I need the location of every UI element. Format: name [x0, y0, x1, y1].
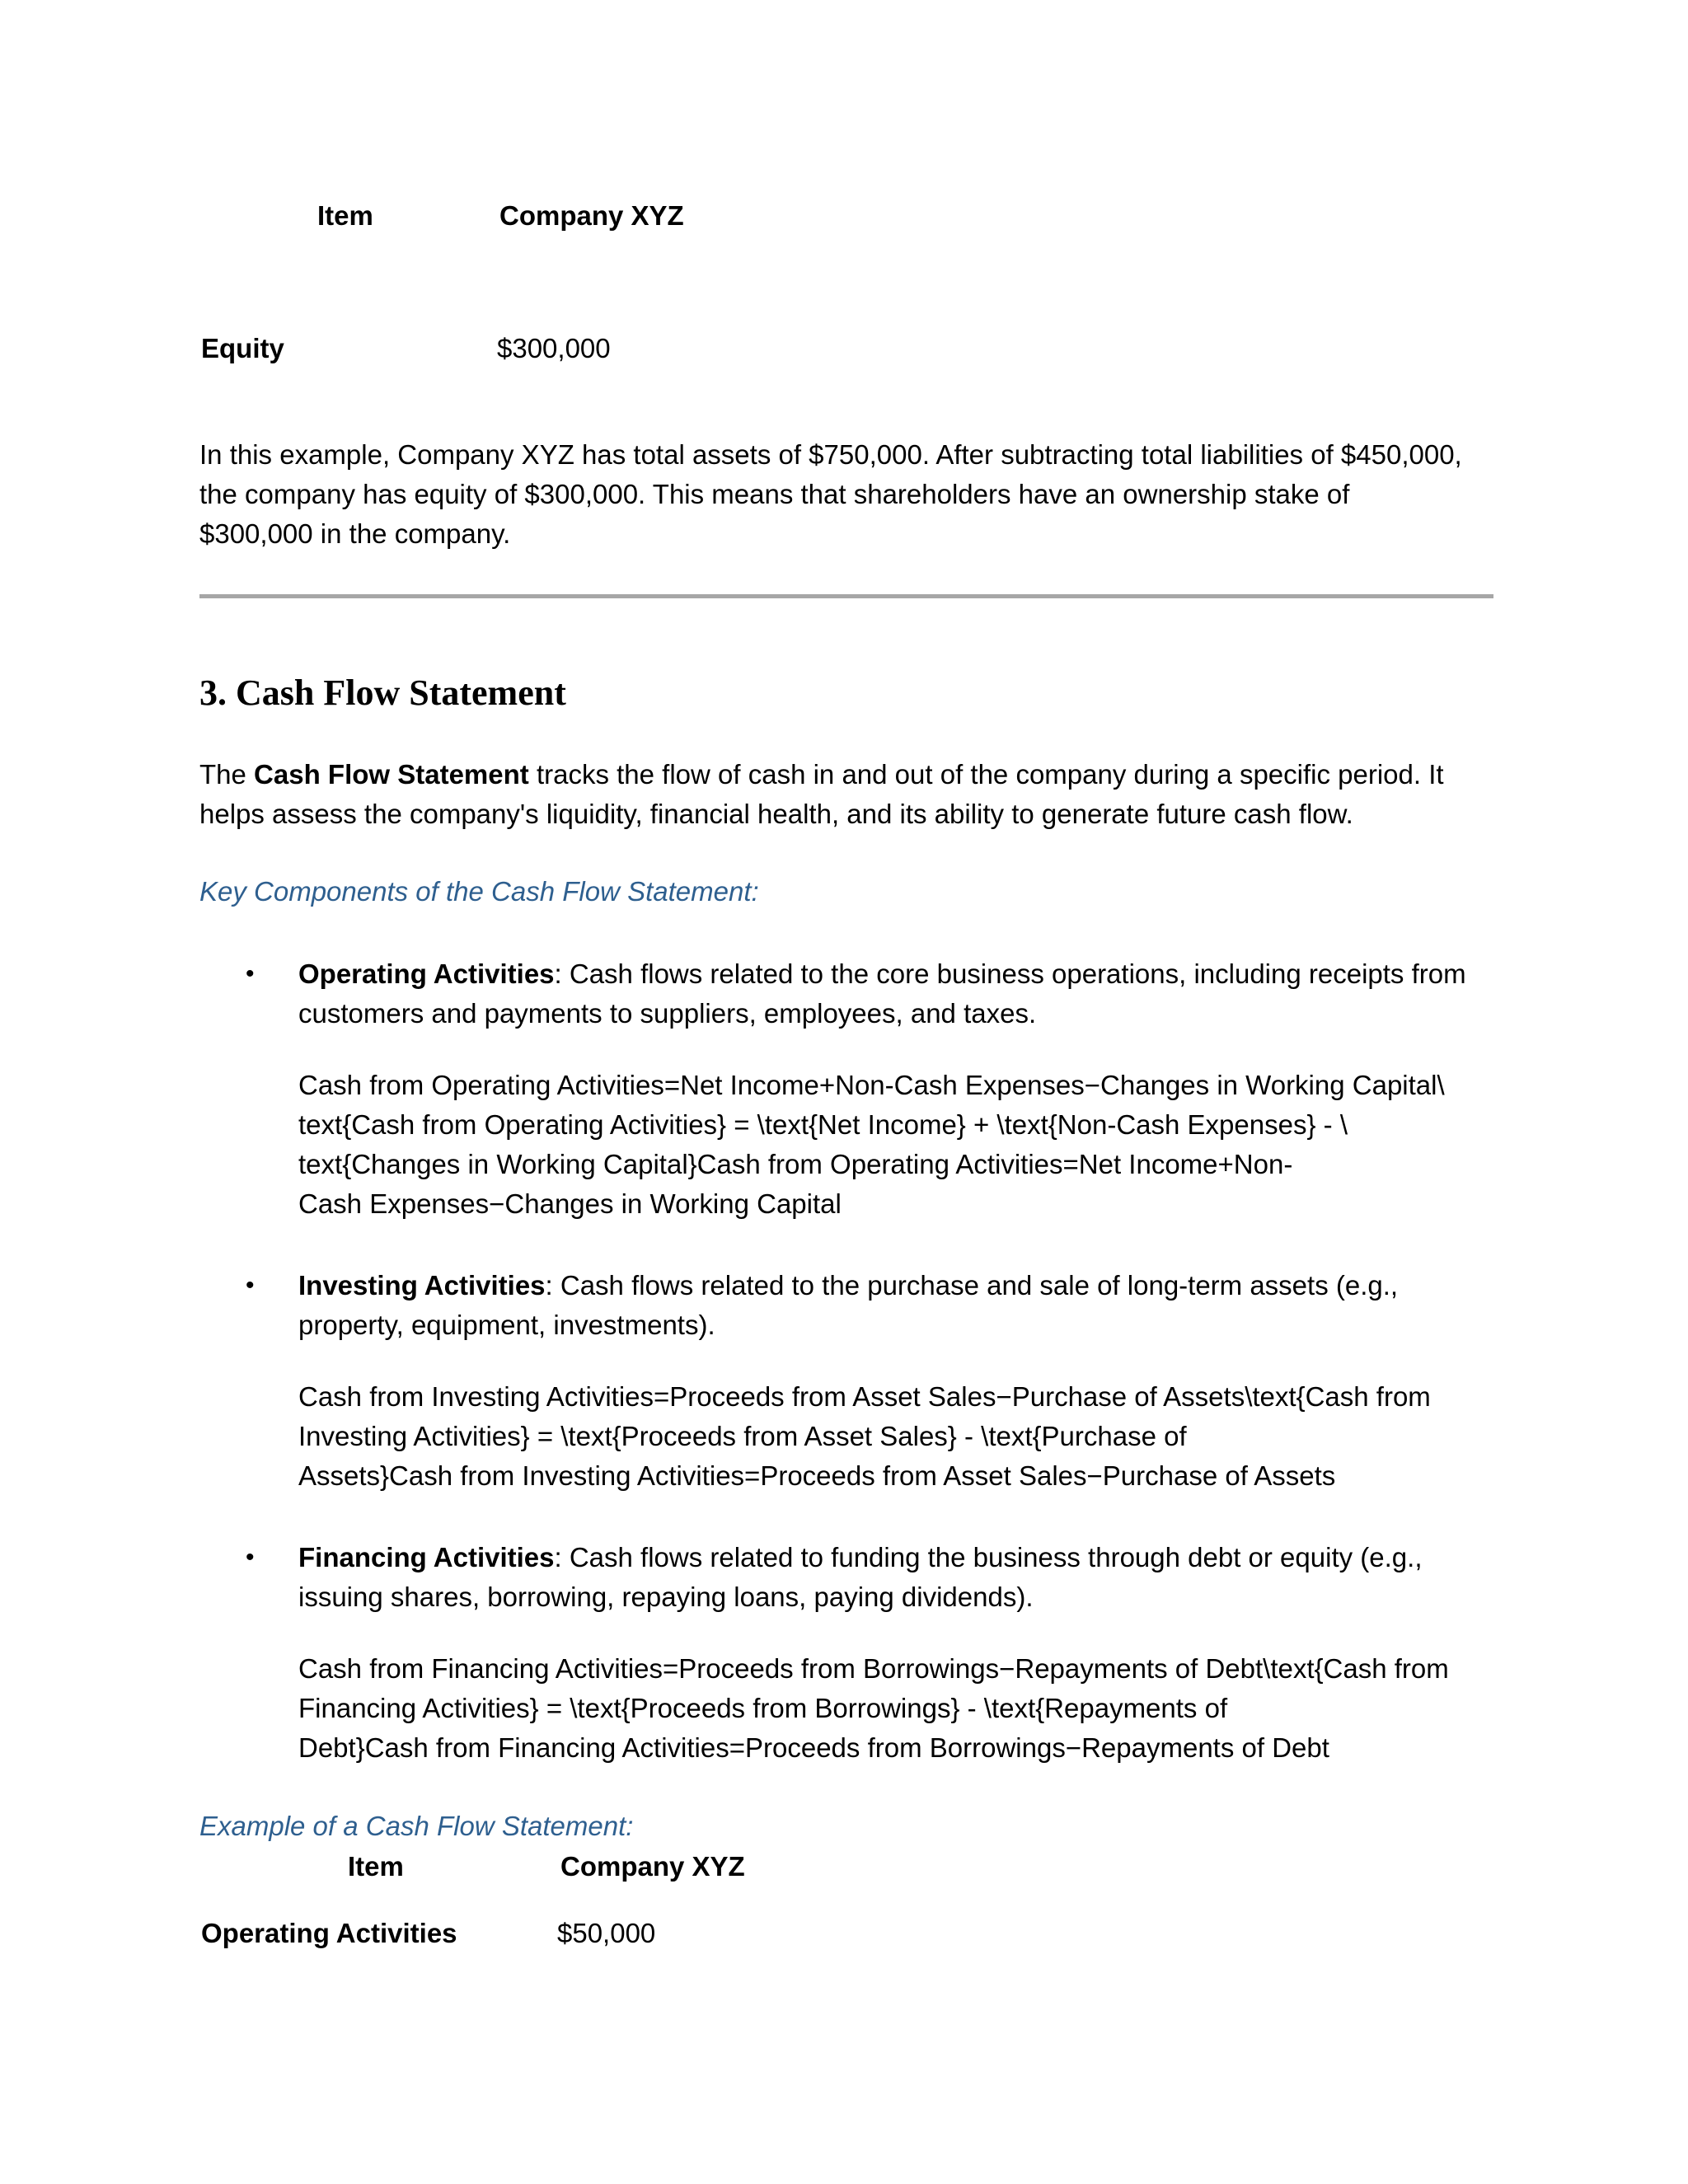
formula-line: Assets}Cash from Investing Activities=Proceeds from Asset Sales−Purchase of Assets [298, 1460, 1336, 1491]
list-item-term: Investing Activities [298, 1270, 546, 1301]
formula-line: Debt}Cash from Financing Activities=Proceeds from Borrowings−Repayments of Debt [298, 1732, 1329, 1763]
table-header-company: Company XYZ [560, 1851, 745, 1882]
list-item-line [298, 1538, 1423, 1577]
list-item-line: issuing shares, borrowing, repaying loans, paying dividends). [298, 1582, 1034, 1612]
table-header-company: Company XYZ [499, 200, 684, 231]
formula-line: Cash from Financing Activities=Proceeds from Borrowings−Repayments of Debt\text{Cash from [298, 1653, 1449, 1684]
formula-operating [298, 1066, 1445, 1224]
formula-line: Cash Expenses−Changes in Working Capital [298, 1188, 842, 1219]
formula-line: Cash from Investing Activities=Proceeds from Asset Sales−Purchase of Assets\text{Cash from [298, 1381, 1431, 1412]
table-row-label-operating: Operating Activities [201, 1918, 457, 1948]
intro-line1-rest: tracks the flow of cash in and out of the company during a specific period. It [528, 759, 1444, 790]
cash-flow-intro-paragraph [199, 755, 1444, 834]
formula-financing [298, 1649, 1449, 1768]
list-item-desc: : Cash flows related to the purchase and sale of long-term assets (e.g., [545, 1270, 1399, 1301]
list-item-operating [298, 954, 1466, 1033]
section-heading: 3. Cash Flow Statement [199, 673, 566, 713]
list-item-desc: : Cash flows related to the core business operations, including receipts from [554, 958, 1466, 989]
list-item-term: Financing Activities [298, 1542, 555, 1572]
example-subheading: Example of a Cash Flow Statement: [199, 1811, 634, 1841]
bullet-icon: • [246, 1272, 255, 1299]
key-components-subheading: Key Components of the Cash Flow Statement: [199, 876, 759, 907]
list-item-desc: : Cash flows related to funding the business through debt or equity (e.g., [554, 1542, 1423, 1572]
formula-line: Financing Activities} = \text{Proceeds from Borrowings} - \text{Repayments of [298, 1693, 1228, 1723]
paragraph-line: In this example, Company XYZ has total assets of $750,000. After subtracting total liabilities of $450,000, [199, 439, 1462, 470]
paragraph-line: $300,000 in the company. [199, 518, 511, 549]
intro-bold-term: Cash Flow Statement [254, 759, 529, 790]
list-item-line: property, equipment, investments). [298, 1310, 715, 1340]
list-item-line: customers and payments to suppliers, employees, and taxes. [298, 998, 1037, 1029]
list-item-financing [298, 1538, 1423, 1617]
table-row-label-equity: Equity [201, 333, 284, 363]
bullet-icon: • [246, 960, 255, 987]
formula-line: Investing Activities} = \text{Proceeds from Asset Sales} - \text{Purchase of [298, 1421, 1187, 1451]
section-divider [199, 594, 1493, 598]
equity-example-paragraph [199, 435, 1462, 554]
bullet-icon: • [246, 1544, 255, 1571]
list-item-line [298, 954, 1466, 994]
list-item-line [298, 1266, 1398, 1305]
paragraph-line: helps assess the company's liquidity, financial health, and its ability to generate future cash flow. [199, 799, 1353, 829]
table-header-item: Item [317, 200, 373, 231]
formula-investing [298, 1377, 1431, 1496]
formula-line: Cash from Operating Activities=Net Income+Non-Cash Expenses−Changes in Working Capital\ [298, 1070, 1445, 1100]
list-item-investing [298, 1266, 1398, 1345]
formula-line: text{Changes in Working Capital}Cash from Operating Activities=Net Income+Non- [298, 1149, 1293, 1179]
paragraph-line: the company has equity of $300,000. This means that shareholders have an ownership stake of [199, 479, 1350, 509]
list-item-term: Operating Activities [298, 958, 555, 989]
formula-line: text{Cash from Operating Activities} = \text{Net Income} + \text{Non-Cash Expenses} - \ [298, 1109, 1348, 1140]
paragraph-line [199, 755, 1444, 794]
table-row-value-operating: $50,000 [557, 1918, 656, 1948]
table-header-item: Item [348, 1851, 404, 1882]
intro-prefix: The [199, 759, 255, 790]
table-row-value-equity: $300,000 [497, 333, 611, 363]
